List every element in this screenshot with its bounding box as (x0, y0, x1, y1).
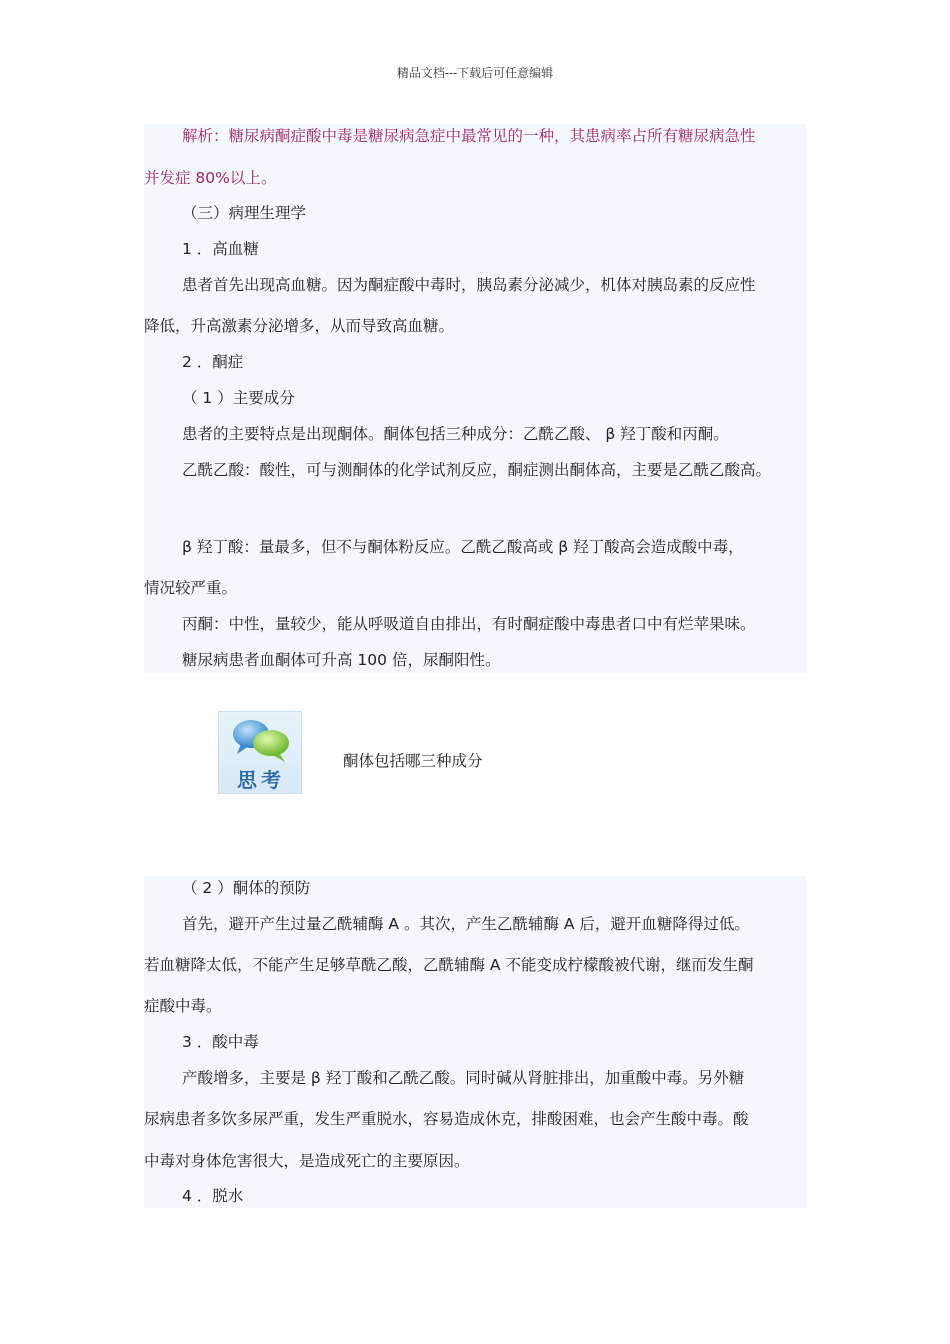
item3-paragraph-line-3: 中毒对身体危害很大，是造成死亡的主要原因。 (144, 1152, 470, 1170)
think-question: 酮体包括哪三种成分 (343, 752, 483, 770)
item2-paragraph-2: 乙酰乙酸：酸性，可与测酮体的化学试剂反应，酮症测出酮体高，主要是乙酰乙酸高。 (182, 461, 772, 479)
item3-heading: 3 ．酸中毒 (182, 1033, 259, 1051)
analysis-line-2: 并发症 80%以上。 (144, 169, 277, 187)
item2-heading: 2 ．酮症 (182, 353, 244, 371)
item1-heading: 1 ．高血糖 (182, 240, 259, 258)
item2-paragraph-3-line-1: β 羟丁酸：量最多，但不与酮体粉反应。乙酰乙酸高或 β 羟丁酸高会造成酸中毒， (182, 538, 744, 556)
analysis-line-1: 解析：糖尿病酮症酸中毒是糖尿病急症中最常见的一种，其患病率占所有糖尿病急性 (182, 127, 756, 145)
item2-sub1: （ 1 ）主要成分 (182, 389, 295, 407)
item2-paragraph-5: 糖尿病患者血酮体可升高 100 倍，尿酮阳性。 (182, 651, 501, 669)
item1-paragraph-line-2: 降低，升高激素分泌增多，从而导致高血糖。 (144, 317, 455, 335)
item4-heading: 4 ．脱水 (182, 1187, 244, 1205)
item2-paragraph-1: 患者的主要特点是出现酮体。酮体包括三种成分：乙酰乙酸、 β 羟丁酸和丙酮。 (182, 425, 729, 443)
think-icon-label: 思考 (237, 768, 285, 792)
section-title: （三）病理生理学 (182, 204, 307, 222)
prevention-line-3: 症酸中毒。 (144, 997, 222, 1015)
item3-paragraph-line-1: 产酸增多，主要是 β 羟丁酸和乙酰乙酸。同时碱从肾脏排出，加重酸中毒。另外糖 (182, 1069, 745, 1087)
item2-sub2: （ 2 ）酮体的预防 (182, 879, 311, 897)
chat-bubbles-icon (219, 712, 303, 768)
think-chat-bubbles-icon (218, 711, 302, 794)
item1-paragraph-line-1: 患者首先出现高血糖。因为酮症酸中毒时，胰岛素分泌减少，机体对胰岛素的反应性 (182, 276, 756, 294)
item3-paragraph-line-2: 尿病患者多饮多尿严重，发生严重脱水，容易造成休克，排酸困难，也会产生酸中毒。酸 (144, 1110, 749, 1128)
item2-paragraph-3-line-2: 情况较严重。 (144, 579, 238, 597)
prevention-line-2: 若血糖降太低，不能产生足够草酰乙酸，乙酰辅酶 A 不能变成柠檬酸被代谢，继而发生酮 (144, 956, 754, 974)
item2-paragraph-4: 丙酮：中性，量较少，能从呼吸道自由排出，有时酮症酸中毒患者口中有烂苹果味。 (182, 615, 756, 633)
prevention-line-1: 首先，避开产生过量乙酰辅酶 A 。其次，产生乙酰辅酶 A 后，避开血糖降得过低。 (182, 915, 750, 933)
page-header: 精品文档---下载后可任意编辑 (396, 66, 554, 80)
